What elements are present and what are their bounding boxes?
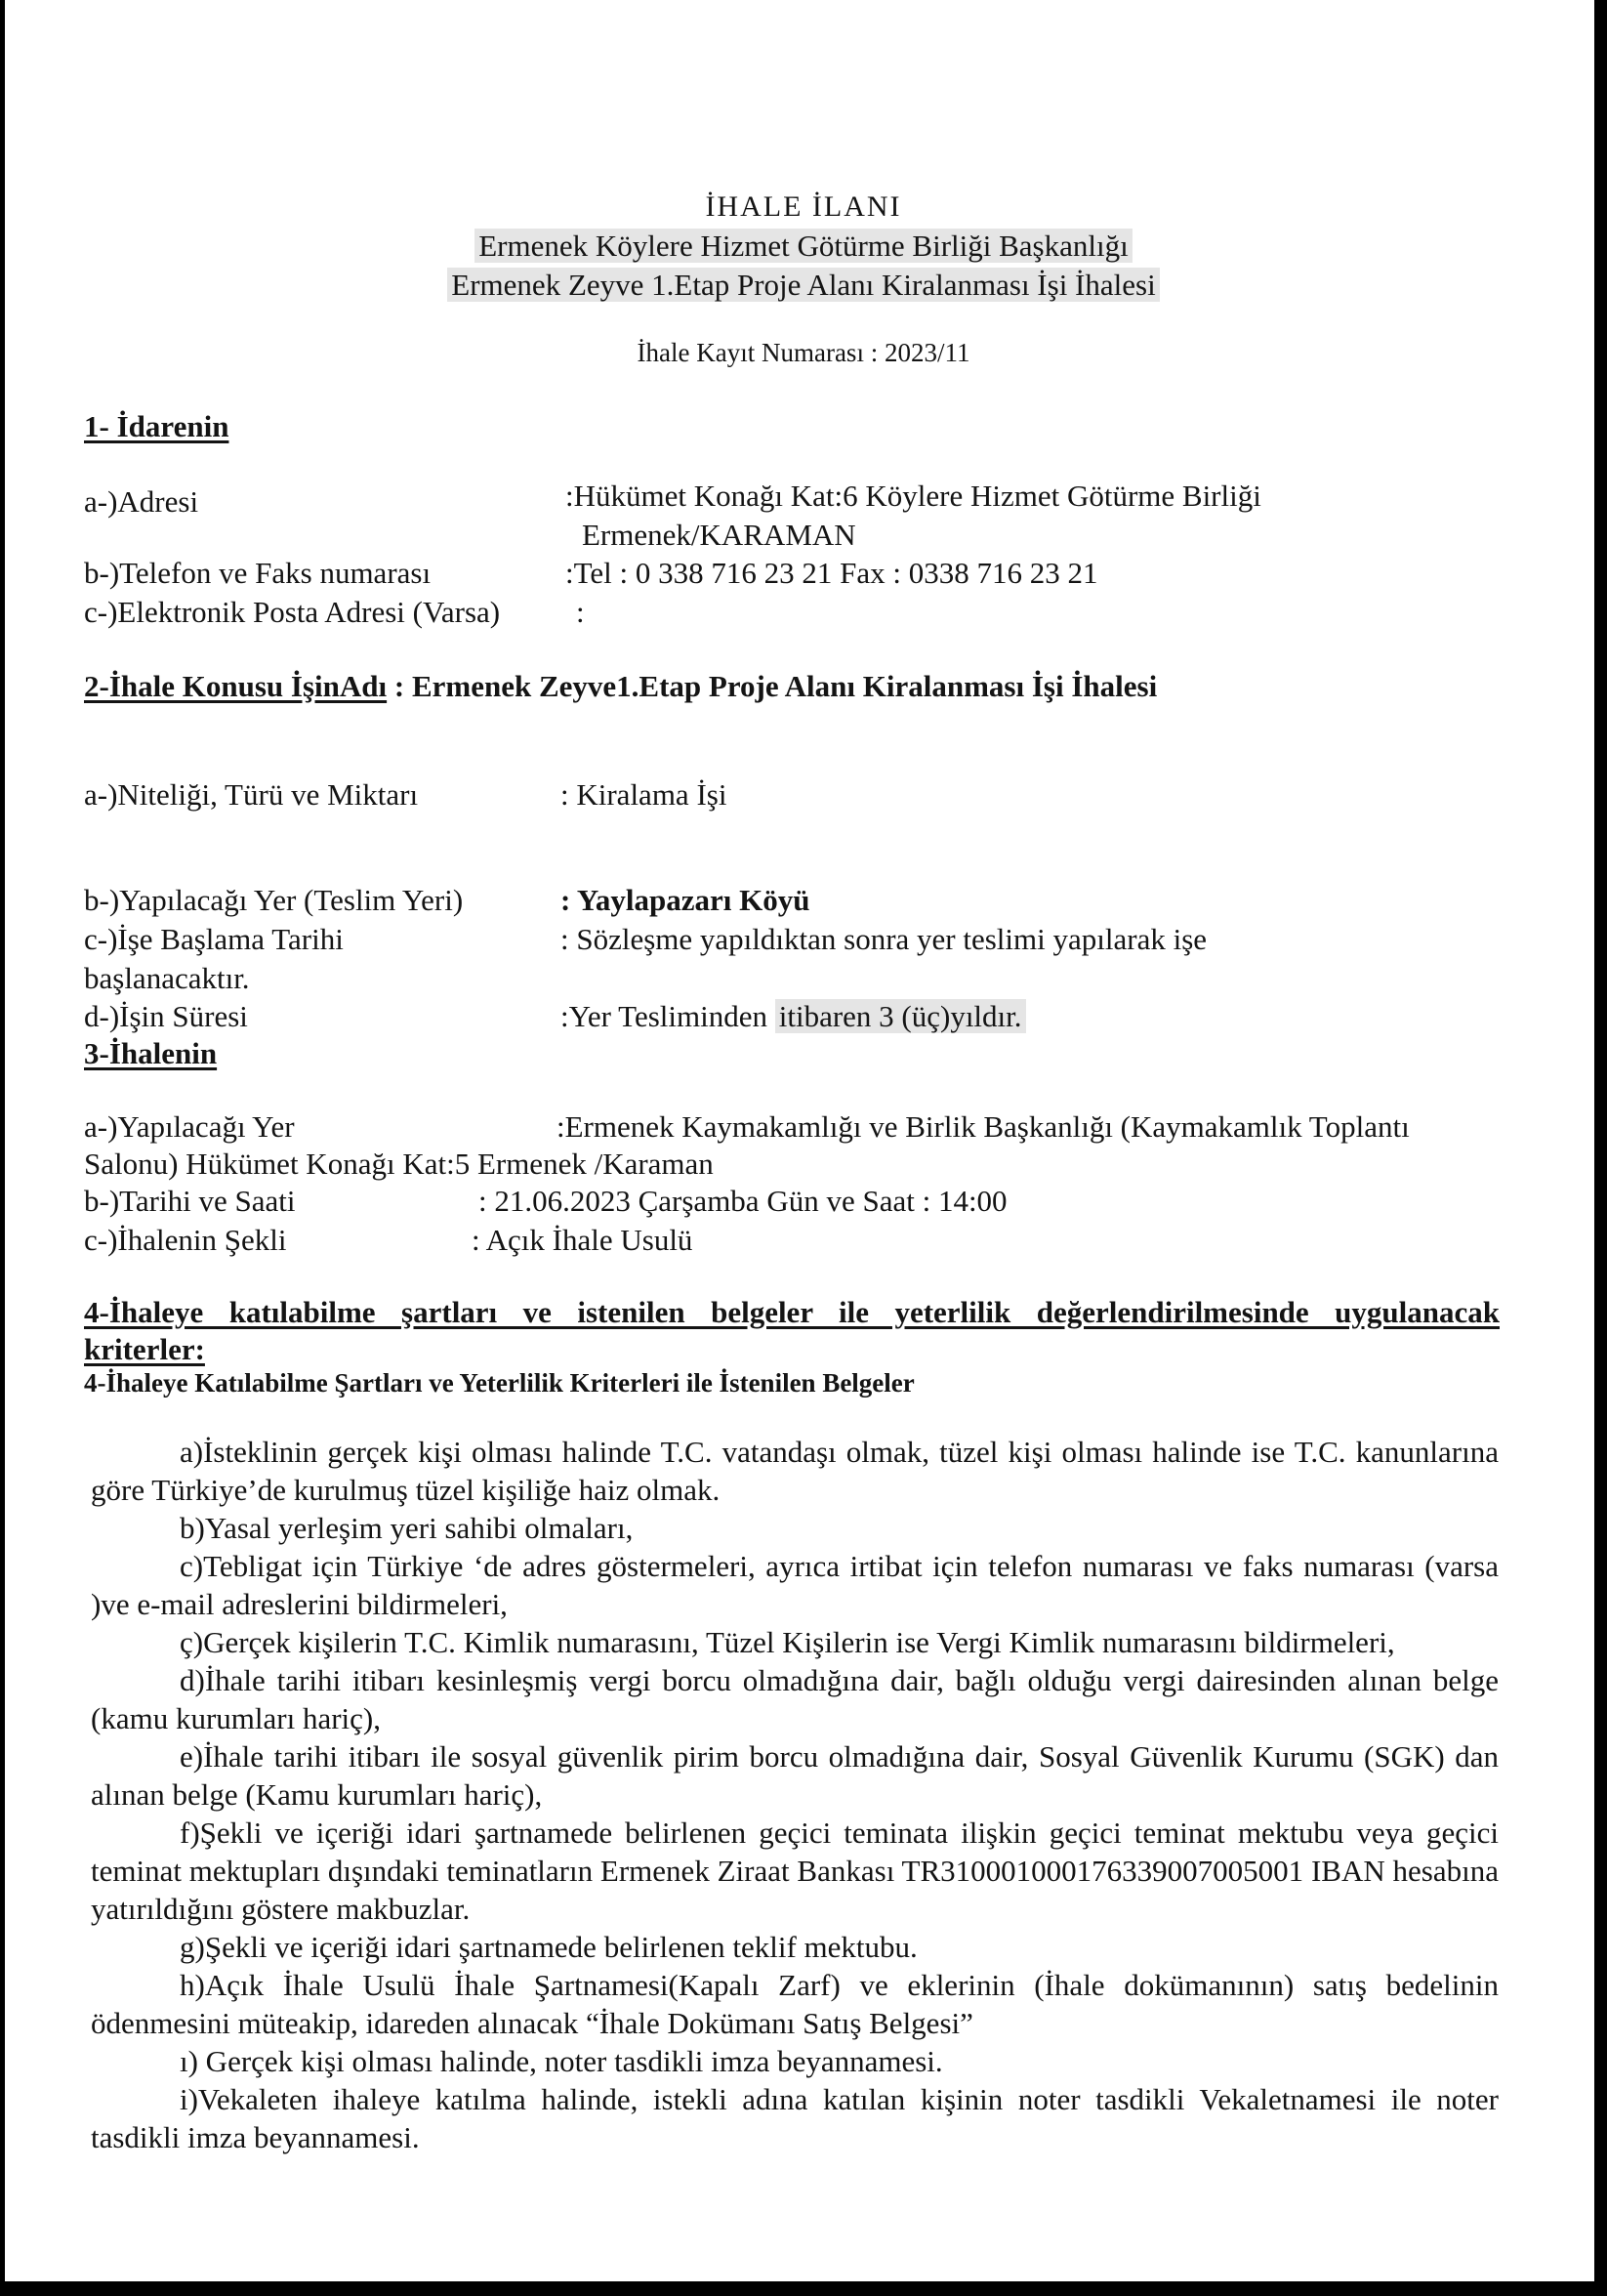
requirement-h: h)Açık İhale Usulü İhale Şartnamesi(Kapalı Zarf) ve eklerinin (İhale dokümanının) satış bedelinin ödenmesini müteakip, idareden alınacak “İhale Dokümanı Satış Belgesi” [91,1968,1499,2040]
tender-form-label: c-)İhalenin Şekli [84,1223,287,1257]
phone-label: b-)Telefon ve Faks numarası [84,556,432,590]
tender-subject: Ermenek Zeyve 1.Etap Proje Alanı Kiralanması İşi İhalesi [0,267,1607,305]
requirement-e: e)İhale tarihi itibarı ile sosyal güvenlik pirim borcu olmadığına dair, Sosyal Güvenlik Kurumu (SGK) dan alınan belge (Kamu kurumları hariç), [91,1739,1499,1812]
duration-value: :Yer Tesliminden itibaren 3 (üç)yıldır. [560,998,1026,1036]
tender-place-continuation: Salonu) Hükümet Konağı Kat:5 Ermenek /Karaman [84,1147,714,1181]
start-date-continuation: başlanacaktır. [84,961,250,995]
tender-form-value: : Açık İhale Usulü [472,1223,693,1257]
requirement-c: c)Tebligat için Türkiye ‘de adres göstermeleri, ayrıca irtibat için telefon numarası ve faks numarası (varsa )ve e-mail adreslerini bildirmeleri, [91,1549,1499,1621]
tender-date-label: b-)Tarihi ve Saati [84,1184,296,1218]
tender-date-value: : 21.06.2023 Çarşamba Gün ve Saat : 14:00 [478,1184,1008,1218]
institution-name: Ermenek Köylere Hizmet Götürme Birliği Başkanlığı [0,228,1607,266]
start-date-label: c-)İşe Başlama Tarihi [84,922,344,956]
tender-place-value: :Ermenek Kaymakamlığı ve Birlik Başkanlığı (Kaymakamlık Toplantı [556,1109,1410,1144]
section-2-heading: 2-İhale Konusu İşinAdı : Ermenek Zeyve1.Etap Proje Alanı Kiralanması İşi İhalesi [84,669,1158,703]
duration-label: d-)İşin Süresi [84,999,248,1033]
section-1-heading: 1- İdarenin [84,409,229,443]
requirement-i: i)Vekaleten ihaleye katılma halinde, istekli adına katılan kişinin noter tasdikli Vekaletnamesi ile noter tasdikli imza beyannamesi. [91,2082,1499,2154]
scan-border-bottom [0,2281,1607,2296]
section-4-subheading: 4-İhaleye Katılabilme Şartları ve Yeterlilik Kriterleri ile İstenilen Belgeler [84,1368,915,1398]
document-title: İHALE İLANI [705,190,902,223]
email-label: c-)Elektronik Posta Adresi (Varsa) [84,595,501,629]
requirement-i-dotless: ı) Gerçek kişi olması halinde, noter tasdikli imza beyannamesi. [180,2044,943,2078]
address-label: a-)Adresi [84,484,199,519]
delivery-place-value: : Yaylapazarı Köyü [560,883,810,917]
phone-fax-value: :Tel : 0 338 716 23 21 Fax : 0338 716 23 21 [565,556,1098,590]
address-line-2: Ermenek/KARAMAN [582,518,856,552]
email-value: : [576,595,585,629]
section-3-heading: 3-İhalenin [84,1036,218,1070]
address-line-1: :Hükümet Konağı Kat:6 Köylere Hizmet Götürme Birliği [565,479,1261,513]
section-4-heading-continuation: kriterler: [84,1332,205,1366]
requirement-b: b)Yasal yerleşim yeri sahibi olmaları, [180,1511,634,1545]
start-date-value: : Sözleşme yapıldıktan sonra yer teslimi yapılarak işe [560,922,1208,956]
requirement-c-cedilla: ç)Gerçek kişilerin T.C. Kimlik numarasını, Tüzel Kişilerin ise Vergi Kimlik numarasını bildirmeleri, [180,1625,1395,1659]
tender-place-label: a-)Yapılacağı Yer [84,1109,295,1144]
requirement-g: g)Şekli ve içeriği idari şartnamede belirlenen teklif mektubu. [180,1930,918,1964]
nature-label: a-)Niteliği, Türü ve Miktarı [84,777,419,812]
requirement-a: a)İsteklinin gerçek kişi olması halinde T.C. vatandaşı olmak, tüzel kişi olması halinde ise T.C. kanunlarına göre Türkiye’de kurulmuş tüzel kişiliğe haiz olmak. [91,1435,1499,1507]
section-4-heading: 4-İhaleye katılabilme şartları ve istenilen belgeler ile yeterlilik değerlendirilmesinde uygulanacak [84,1295,1500,1329]
requirement-d: d)İhale tarihi itibarı kesinleşmiş vergi borcu olmadığına dair, bağlı olduğu vergi dairesinden alınan belge (kamu kurumları hariç), [91,1663,1499,1735]
tender-record-number: İhale Kayıt Numarası : 2023/11 [637,338,970,367]
delivery-place-label: b-)Yapılacağı Yer (Teslim Yeri) [84,883,464,917]
nature-value: : Kiralama İşi [560,777,727,812]
requirement-f: f)Şekli ve içeriği idari şartnamede belirlenen geçici teminata ilişkin geçici teminat mektubu veya geçici teminat mektupları dışındaki teminatların Ermenek Ziraat Bankası TR310001000176339007005001 IBAN hesabına yatırıldığını göstere makbuzlar. [91,1816,1499,1926]
